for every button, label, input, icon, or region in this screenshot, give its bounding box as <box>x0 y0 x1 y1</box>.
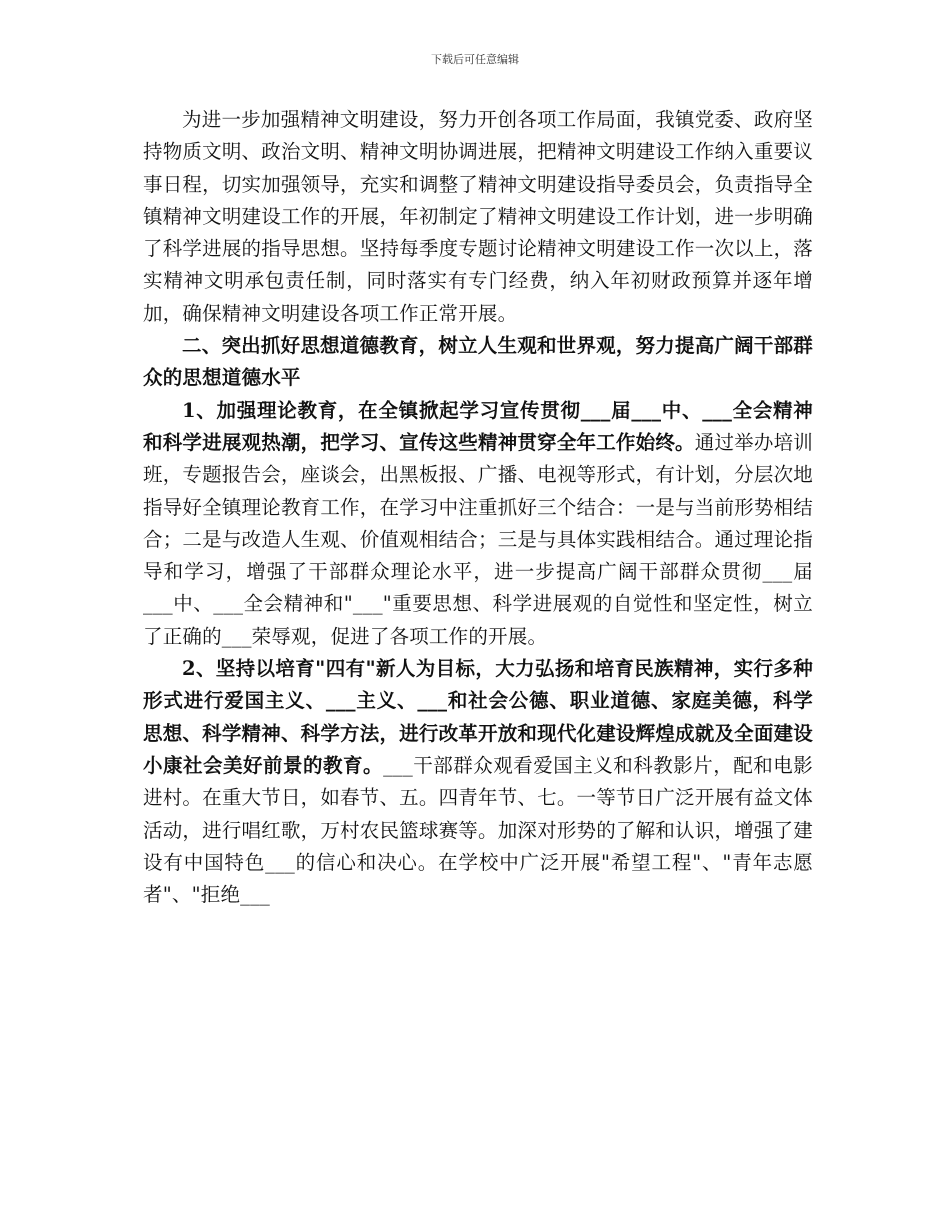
document-body <box>143 104 813 911</box>
paragraph-theory-education <box>143 395 813 653</box>
page-header-note: 下载后可任意编辑 <box>431 53 519 66</box>
paragraph-four-haves-lead: 2、坚持以培育"四有"新人为目标，大力弘扬和培育民族精神，实行多种形式进行爱国主义、___主义、___和社会公德、职业道德、家庭美德，科学思想、科学精神、科学方法，进行改革开放和现代化建设辉煌成就及全面建设小康社会美好前景的教育。 <box>143 657 813 777</box>
paragraph-theory-education-lead: 1、加强理论教育，在全镇掀起学习宣传贯彻___届___中、___全会精神和科学进展观热潮，把学习、宣传这些精神贯穿全年工作始终。 <box>143 398 813 454</box>
section-heading-2: 二、突出抓好思想道德教育，树立人生观和世界观，努力提高广阔干部群众的思想道德水平 <box>143 334 813 390</box>
paragraph-four-haves-body: ___干部群众观看爱国主义和科教影片，配和电影进村。在重大节日，如春节、五。四青年节、七。一等节日广泛开展有益文体活动，进行唱红歌，万村农民篮球赛等。加深对形势的了解和认识，增强了建设有中国特色___的信心和决心。在学校中广泛开展"希望工程"、"青年志愿者"、"拒绝___ <box>143 753 813 907</box>
paragraph-intro: 为进一步加强精神文明建设，努力开创各项工作局面，我镇党委、政府坚持物质文明、政治文明、精神文明协调进展，把精神文明建设工作纳入重要议事日程，切实加强领导，充实和调整了精神文明建设指导委员会，负责指导全镇精神文明建设工作的开展，年初制定了精神文明建设工作计划，进一步明确了科学进展的指导思想。坚持每季度专题讨论精神文明建设工作一次以上，落实精神文明承包责任制，同时落实有专门经费，纳入年初财政预算并逐年增加，确保精神文明建设各项工作正常开展。 <box>143 108 813 325</box>
paragraph-theory-education-body: 通过举办培训班，专题报告会，座谈会，出黑板报、广播、电视等形式，有计划，分层次地指导好全镇理论教育工作，在学习中注重抓好三个结合：一是与当前形势相结合；二是与改造人生观、价值观相结合；三是与具体实践相结合。通过理论指导和学习，增强了干部群众理论水平，进一步提高广阔干部群众贯彻___届___中、___全会精神和"___"重要思想、科学进展观的自觉性和坚定性，树立了正确的___荣辱观，促进了各项工作的开展。 <box>143 430 813 648</box>
paragraph-four-haves <box>143 653 813 911</box>
